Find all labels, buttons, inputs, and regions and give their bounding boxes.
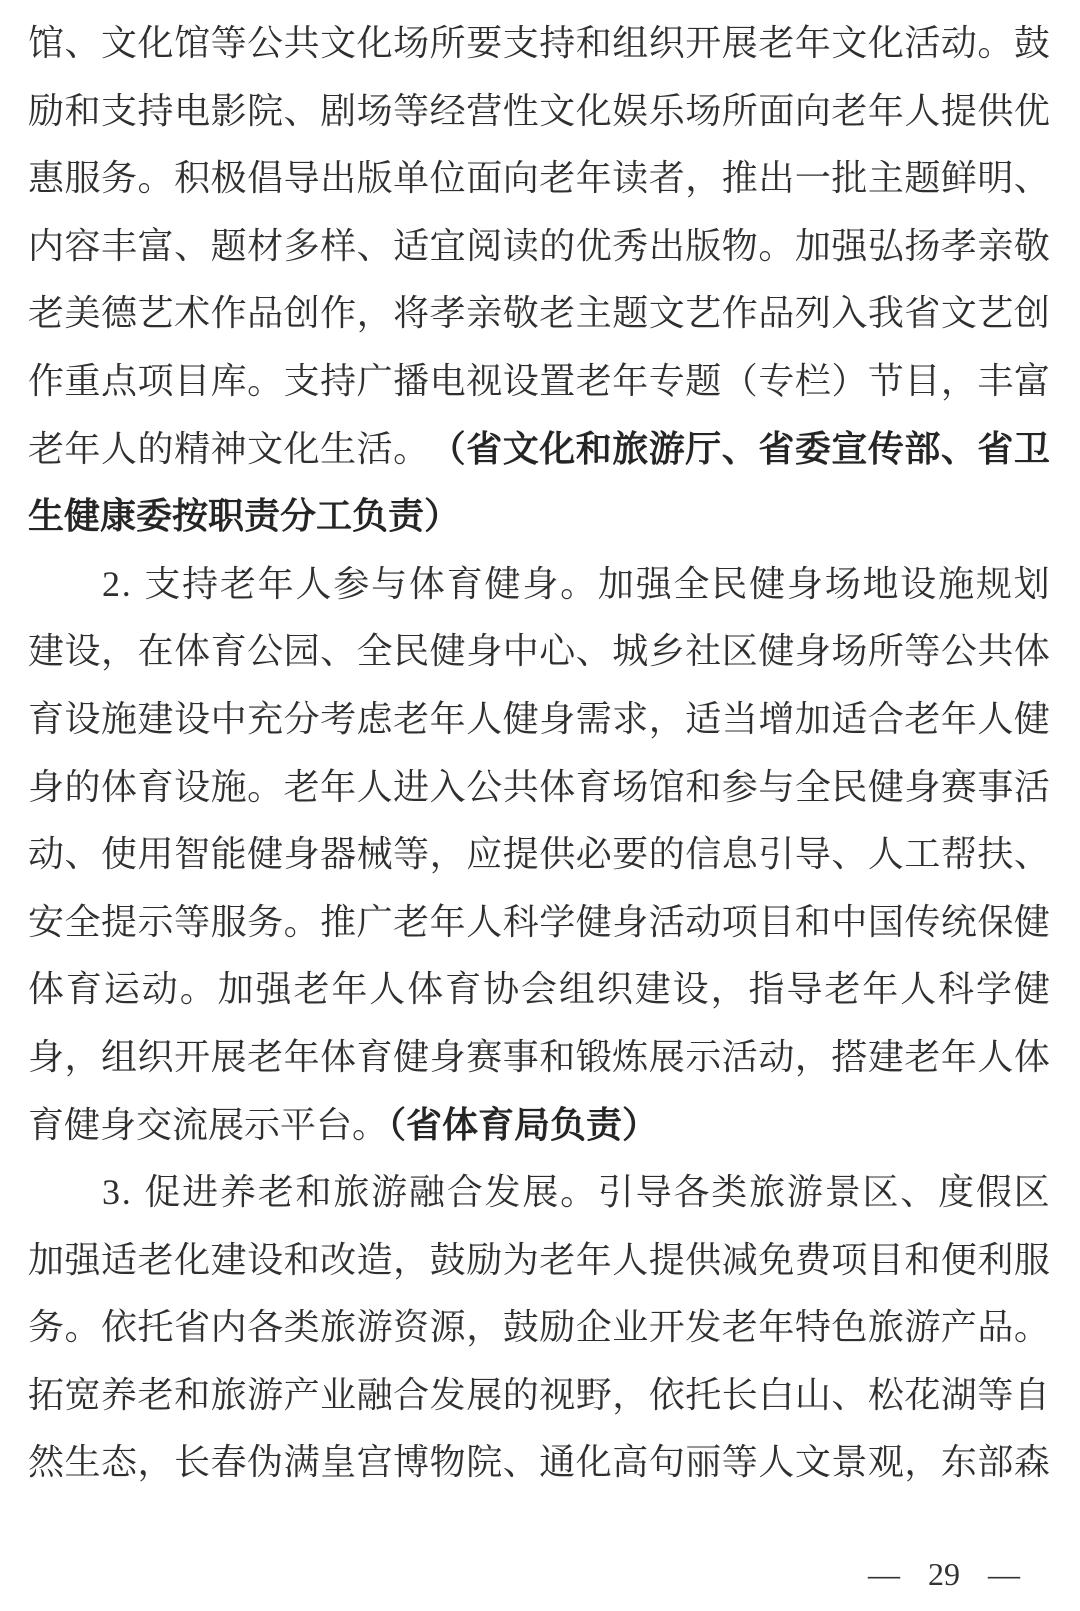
text-line: 加 强 适 老 化 建 设 和 改 造 ， 鼓 励 为 老 年 人 提 供 减 免 费 项 目 和 便 利 服 xyxy=(28,1239,1050,1280)
text-line: 育健身交流展示平台。（省体育局负责） xyxy=(28,1104,659,1145)
text-line: 体 育 运 动 。 加 强 老 年 人 体 育 协 会 组 织 建 设 ， 指 导 老 年 人 科 学 健 xyxy=(28,969,1050,1010)
page-number-dash-left: — xyxy=(868,1556,900,1592)
text-line: 身 的 体 育 设 施 。 老 年 人 进 入 公 共 体 育 场 馆 和 参 与 全 民 健 身 赛 事 活 xyxy=(28,766,1050,807)
text-line: 馆 、 文 化 馆 等 公 共 文 化 场 所 要 支 持 和 组 织 开 展 老 年 文 化 活 动 。 鼓 xyxy=(28,23,1050,63)
page-number xyxy=(868,1556,1020,1593)
document-body xyxy=(28,10,1050,1497)
text-line: 内 容 丰 富 、 题 材 多 样 、 适 宜 阅 读 的 优 秀 出 版 物 。 加 强 弘 扬 孝 亲 敬 xyxy=(28,225,1050,266)
page-number-value: 29 xyxy=(928,1556,960,1592)
text-line: 3 . 促 进 养 老 和 旅 游 融 合 发 展 。 引 导 各 类 旅 游 景 区 、 度 假 区 xyxy=(102,1172,1050,1213)
text-line: 建 设 ， 在 体 育 公 园 、 全 民 健 身 中 心 、 城 乡 社 区 健 身 场 所 等 公 共 体 xyxy=(28,631,1050,672)
text-line: 生健康委按职责分工负责） xyxy=(28,496,461,537)
text-line: 惠 服 务 。 积 极 倡 导 出 版 单 位 面 向 老 年 读 者 ， 推 出 一 批 主 题 鲜 明 、 xyxy=(28,158,1050,199)
text-line: 动 、 使 用 智 能 健 身 器 械 等 ， 应 提 供 必 要 的 信 息 引 导 、 人 工 帮 扶 、 xyxy=(28,834,1050,875)
text-line: 作 重 点 项 目 库 。 支 持 广 播 电 视 设 置 老 年 专 题 （ 专 栏 ） 节 目 ， 丰 富 xyxy=(28,360,1050,401)
text-line: 拓 宽 养 老 和 旅 游 产 业 融 合 发 展 的 视 野 ， 依 托 长 白 山 、 松 花 湖 等 自 xyxy=(28,1374,1050,1415)
text-line: 励 和 支 持 电 影 院 、 剧 场 等 经 营 性 文 化 娱 乐 场 所 面 向 老 年 人 提 供 优 xyxy=(28,90,1050,131)
text-line: 安 全 提 示 等 服 务 。 推 广 老 年 人 科 学 健 身 活 动 项 目 和 中 国 传 统 保 健 xyxy=(28,901,1050,942)
text-line: 身 ， 组 织 开 展 老 年 体 育 健 身 赛 事 和 锻 炼 展 示 活 动 ， 搭 建 老 年 人 体 xyxy=(28,1036,1050,1077)
text-line: 然 生 态 ， 长 春 伪 满 皇 宫 博 物 院 、 通 化 高 句 丽 等 人 文 景 观 ， 东 部 森 xyxy=(28,1442,1050,1483)
text-line: 育 设 施 建 设 中 充 分 考 虑 老 年 人 健 身 需 求 ， 适 当 增 加 适 合 老 年 人 健 xyxy=(28,698,1050,739)
text-line: 2 . 支 持 老 年 人 参 与 体 育 健 身 。 加 强 全 民 健 身 场 地 设 施 规 划 xyxy=(102,563,1050,604)
text-line: 老 美 德 艺 术 作 品 创 作 ， 将 孝 亲 敬 老 主 题 文 艺 作 品 列 入 我 省 文 艺 创 xyxy=(28,293,1050,334)
page-number-dash-right: — xyxy=(988,1556,1020,1592)
text-line: 老 年 人 的 精 神 文 化 生 活 。 （ 省 文 化 和 旅 游 厅 、 省 委 宣 传 部 、 省 卫 xyxy=(28,428,1050,469)
text-line: 务 。 依 托 省 内 各 类 旅 游 资 源 ， 鼓 励 企 业 开 发 老 年 特 色 旅 游 产 品 。 xyxy=(28,1307,1050,1348)
